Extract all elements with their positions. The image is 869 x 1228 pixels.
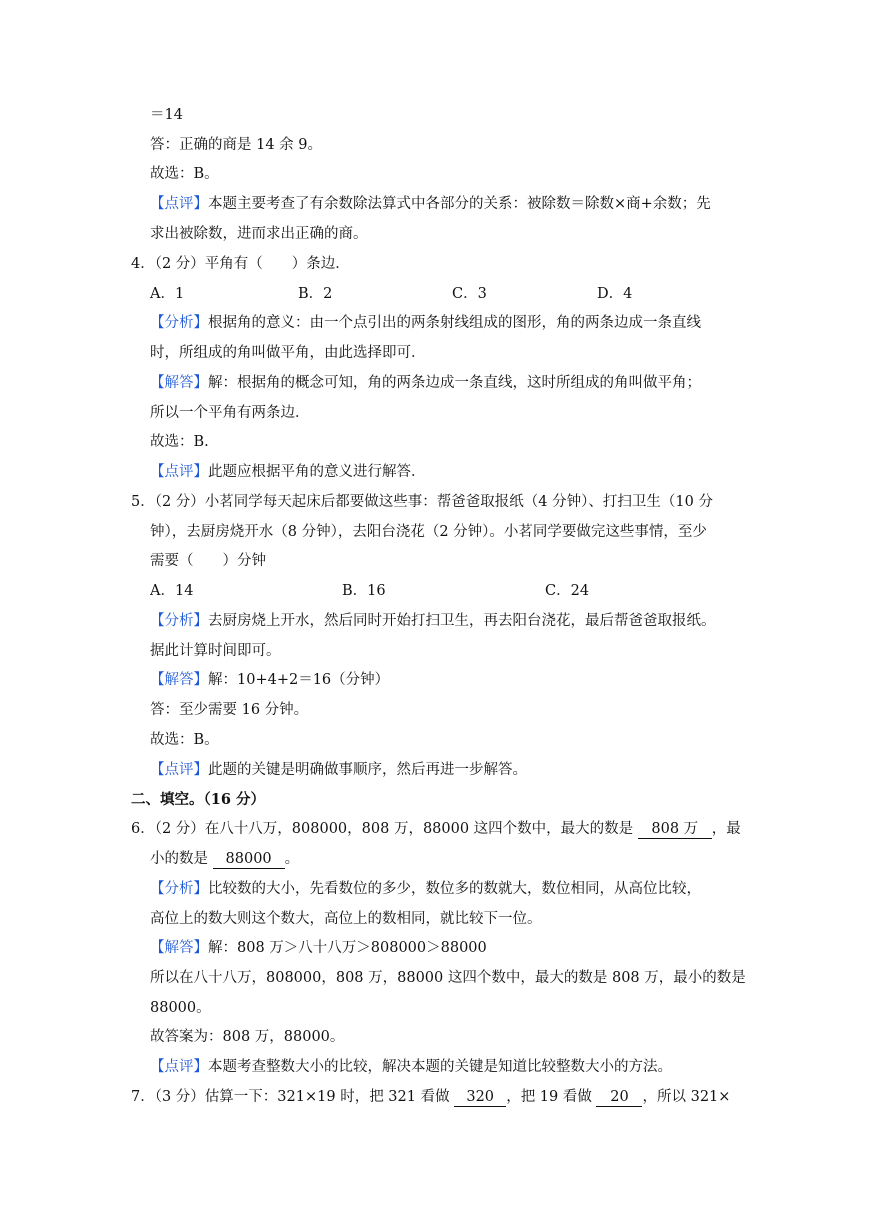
q6-blank-max: 808 万 xyxy=(638,820,712,839)
solution-tag: 【解答】 xyxy=(150,375,208,391)
review-tag: 【点评】 xyxy=(150,1059,208,1075)
q5-analysis-cont: 据此计算时间即可。 xyxy=(150,643,281,659)
analysis-tag: 【分析】 xyxy=(150,613,208,629)
q6-stem-cont: 小的数是 88000 。 xyxy=(150,851,300,867)
q6-review: 【点评】本题考查整数大小的比较，解决本题的关键是知道比较整数大小的方法。 xyxy=(150,1059,672,1075)
review-tag: 【点评】 xyxy=(150,464,208,480)
q4-choice: 故选：B. xyxy=(150,434,209,450)
q6-blank-min: 88000 xyxy=(213,850,285,869)
q3-answer: 答：正确的商是 14 余 9。 xyxy=(150,137,323,153)
q4-stem: 4．（2 分）平角有（ ）条边． xyxy=(131,256,350,272)
q4-analysis-cont: 时，所组成的角叫做平角，由此选择即可． xyxy=(150,345,426,361)
q6-solution: 【解答】解：808 万＞八十八万＞808000＞88000 xyxy=(150,940,487,956)
q5-choice: 故选：B。 xyxy=(150,732,219,748)
q6-solution-cont: 所以在八十八万，808000，808 万，88000 这四个数中，最大的数是 808 万，最小的数是 xyxy=(150,970,746,986)
q5-analysis: 【分析】去厨房烧上开水，然后同时开始打扫卫生，再去阳台浇花，最后帮爸爸取报纸。 xyxy=(150,613,716,629)
analysis-tag: 【分析】 xyxy=(150,881,208,897)
q7-stem: 7．（3 分）估算一下：321×19 时，把 321 看做 320 ，把 19 看做 20 ，所以 321× xyxy=(131,1089,731,1105)
q5-stem: 5．（2 分）小茗同学每天起床后都要做这些事：帮爸爸取报纸（4 分钟）、打扫卫生（10 分 xyxy=(131,494,713,510)
q3-review-cont: 求出被除数，进而求出正确的商。 xyxy=(150,226,368,242)
q5-answer: 答：至少需要 16 分钟。 xyxy=(150,702,309,718)
q6-analysis: 【分析】比较数的大小，先看数位的多少，数位多的数就大，数位相同，从高位比较， xyxy=(150,881,701,897)
q5-review: 【点评】此题的关键是明确做事顺序，然后再进一步解答。 xyxy=(150,762,527,778)
q3-choice: 故选：B。 xyxy=(150,166,219,182)
q4-option-a: A．1 xyxy=(150,286,185,302)
q3-equation: ＝14 xyxy=(150,107,183,123)
q4-option-d: D．4 xyxy=(597,286,633,302)
q4-analysis: 【分析】根据角的意义：由一个点引出的两条射线组成的图形，角的两条边成一条直线 xyxy=(150,315,701,331)
q7-blank-19: 20 xyxy=(596,1088,642,1107)
q3-review: 【点评】本题主要考查了有余数除法算式中各部分的关系：被除数＝除数×商+余数；先 xyxy=(150,196,711,212)
q5-solution: 【解答】解：10+4+2＝16（分钟） xyxy=(150,672,390,688)
q4-solution: 【解答】解：根据角的概念可知，角的两条边成一条直线，这时所组成的角叫做平角； xyxy=(150,375,701,391)
q5-option-c: C．24 xyxy=(545,583,590,599)
q5-stem-cont2: 需要（ ）分钟 xyxy=(150,553,266,569)
q4-option-b: B．2 xyxy=(298,286,333,302)
analysis-tag: 【分析】 xyxy=(150,315,208,331)
q5-option-a: A．14 xyxy=(150,583,194,599)
q6-analysis-cont: 高位上的数大则这个数大，高位上的数相同，就比较下一位。 xyxy=(150,911,542,927)
section-title: 二、填空。（16 分） xyxy=(131,791,265,808)
review-tag: 【点评】 xyxy=(150,762,208,778)
q5-stem-cont: 钟），去厨房烧开水（8 分钟），去阳台浇花（2 分钟）。小茗同学要做完这些事情，至少 xyxy=(150,524,707,540)
q6-stem: 6．（2 分）在八十八万，808000，808 万，88000 这四个数中，最大的数是 808 万 ，最 xyxy=(131,821,741,837)
solution-tag: 【解答】 xyxy=(150,672,208,688)
q4-solution-cont: 所以一个平角有两条边． xyxy=(150,405,310,421)
q5-option-b: B．16 xyxy=(342,583,386,599)
q7-blank-321: 320 xyxy=(454,1088,506,1107)
q4-option-c: C．3 xyxy=(452,286,487,302)
q6-answer: 故答案为：808 万，88000。 xyxy=(150,1029,345,1045)
q4-review: 【点评】此题应根据平角的意义进行解答． xyxy=(150,464,426,480)
review-tag: 【点评】 xyxy=(150,196,208,212)
solution-tag: 【解答】 xyxy=(150,940,208,956)
q6-solution-cont2: 88000。 xyxy=(150,1000,211,1016)
